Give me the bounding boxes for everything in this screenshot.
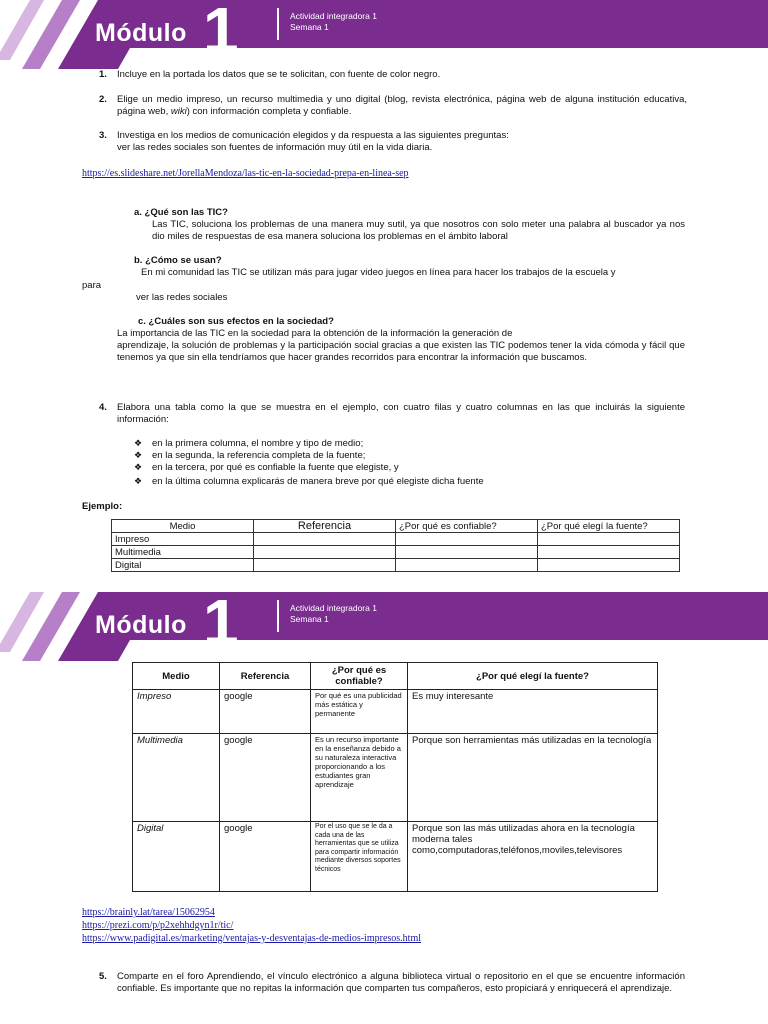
bullet-diamond-icon: ❖ [134,450,143,460]
header-cell: ¿Por qué es confiable? [396,520,538,533]
table-row [112,559,680,572]
header-cell: ¿Por qué es confiable? [311,663,408,690]
header-cell: ¿Por qué elegí la fuente? [538,520,680,533]
answer-a: Las TIC, soluciona los problemas de una manera muy sutil, ya que nosotros con solo meter una palabra al buscador ya nos dio miles de respuestas de esa manera soluciona los problemas en el ámbito laboral [152,219,685,242]
module-title: Módulo [95,19,187,47]
cell-chosen: Porque son herramientas más utilizadas en la tecnología [408,734,658,822]
question-b: b. ¿Cómo se usan? [134,255,222,266]
table-row [133,822,658,892]
table-row [133,734,658,822]
question-c: c. ¿Cuáles son sus efectos en la sociedad? [138,316,334,327]
cell-why: Es un recurso importante en la enseñanza debido a su naturaleza interactiva proporcionando a los estudiantes gran aprendizaje [311,734,408,822]
item-4-text: Elabora una tabla como la que se muestra en el ejemplo, con cuatro filas y cuatro columnas en las que incluirás la siguiente información: [117,402,685,425]
cell-ref: google [220,690,311,734]
answer-b: En mi comunidad las TIC se utilizan más para jugar video juegos en línea para hacer los trabajos de la escuela y [141,267,616,278]
header-cell: Referencia [220,663,311,690]
bullet-diamond-icon: ❖ [134,438,143,448]
cell-medio: Digital [137,823,164,834]
week-label: Semana 1 [290,22,329,32]
item-1-number: 1. [99,69,107,80]
cell-medio: Multimedia [137,735,183,746]
cell [254,533,396,546]
prezi-link[interactable]: https://prezi.com/p/p2xehhdgyn1r/tic/ [82,920,234,931]
module-title: Módulo [95,611,187,639]
activity-label: Actividad integradora 1 [290,11,377,21]
cell [254,546,396,559]
cell [538,559,680,572]
item-3-line1: Investiga en los medios de comunicación elegidos y da respuesta a las siguientes preguntas: [117,130,509,141]
item-3-number: 3. [99,130,107,141]
table-row [112,533,680,546]
cell-medio: Impreso [137,691,172,702]
cell [396,559,538,572]
item-3-line2: ver las redes sociales son fuentes de información muy útil en la vida diaria. [117,142,433,153]
cell-ref: google [220,822,311,892]
cell: Multimedia [112,546,254,559]
cell-ref: google [220,734,311,822]
answer-b-para: para [82,280,102,291]
bullet-diamond-icon: ❖ [134,476,143,486]
cell-why: Por qué es una publicidad más estática y permanente [311,690,408,734]
item-2-text-a: Elige un medio impreso, un recurso multimedia y uno digital (blog, revista electrónica, página web de alguna institución educativa, página web, [117,94,687,117]
bullet-diamond-icon: ❖ [134,462,143,472]
slideshare-link[interactable]: https://es.slideshare.net/JorellaMendoza/las-tic-en-la-sociedad-prepa-en-linea-sep [82,168,409,179]
cell-why: Por el uso que se le da a cada una de las herramientas que se utiliza para compartir información mediante diversos soportes técnicos [311,822,408,892]
cell [396,533,538,546]
item-2-wiki: wiki [170,106,187,117]
header-cell: ¿Por qué elegí la fuente? [408,663,658,690]
header-cell: Medio [133,663,220,690]
answer-c: aprendizaje, la solución de problemas y la participación social gracias a que existen las TIC podemos tener la vida cómoda y fácil que tenemos ya que sin ella tendríamos que hacer grandes recorridos para encontrar la información que buscamos. [117,340,685,363]
header-cell: Referencia [254,520,396,533]
banner-divider [277,600,279,632]
padigital-link[interactable]: https://www.padigital.es/marketing/ventajas-y-desventajas-de-medios-impresos.html [82,933,421,944]
brainly-link[interactable]: https://brainly.lat/tarea/15062954 [82,907,215,918]
cell: Digital [112,559,254,572]
item-2-text [117,94,687,118]
bullet-1: en la primera columna, el nombre y tipo de medio; [152,438,364,449]
week-label: Semana 1 [290,614,329,624]
item-5-number: 5. [99,971,107,982]
bullet-2: en la segunda, la referencia completa de la fuente; [152,450,366,461]
answer-b-line2: ver las redes sociales [136,292,228,303]
item-2-text-b: ) con información completa y confiable. [186,106,352,117]
table-row [133,690,658,734]
cell-chosen: Porque son las más utilizadas ahora en la tecnología moderna tales como,computadoras,teléfonos,moviles,televisores [408,822,658,892]
answer-c-line1: La importancia de las TIC en la sociedad para la obtención de la información la generación de [117,328,513,339]
module-banner-second [0,592,768,661]
answer-table [132,662,658,892]
item-4-number: 4. [99,402,107,413]
module-number: 1 [203,0,239,66]
cell [538,533,680,546]
cell-chosen: Es muy interesante [408,690,658,734]
item-2-number: 2. [99,94,107,105]
example-table [111,519,680,572]
header-cell: Medio [112,520,254,533]
cell [538,546,680,559]
bullet-4: en la última columna explicarás de manera breve por qué elegiste dicha fuente [152,476,484,487]
module-banner-top [0,0,768,69]
module-number: 1 [203,592,239,658]
example-label: Ejemplo: [82,501,123,512]
cell [254,559,396,572]
cell: Impreso [112,533,254,546]
question-a: a. ¿Qué son las TIC? [134,207,228,218]
item-1-text: Incluye en la portada los datos que se te solicitan, con fuente de color negro. [117,69,441,80]
table-header-row [112,520,680,533]
activity-label: Actividad integradora 1 [290,603,377,613]
table-row [112,546,680,559]
banner-divider [277,8,279,40]
table-header-row [133,663,658,690]
cell [396,546,538,559]
item-5-text: Comparte en el foro Aprendiendo, el vínculo electrónico a alguna biblioteca virtual o repositorio en el que se encuentre información confiable. Es importante que no repitas la información que comparten tus compañeros, esto propiciará y enriquecerá el aprendizaje. [117,971,685,994]
bullet-3: en la tercera, por qué es confiable la fuente que elegiste, y [152,462,399,473]
